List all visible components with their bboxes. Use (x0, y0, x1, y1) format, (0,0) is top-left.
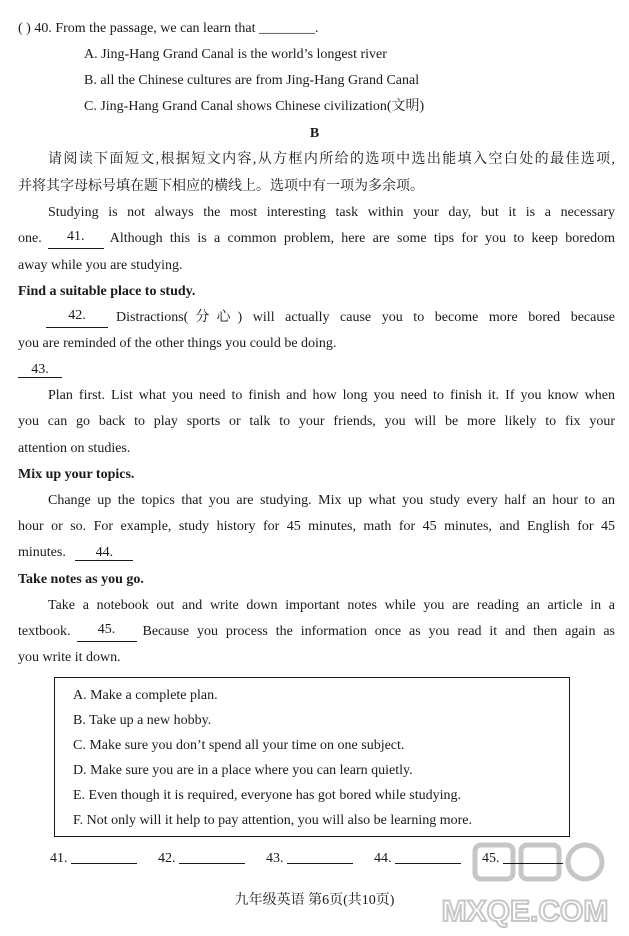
answer-42-line[interactable] (179, 863, 245, 864)
p1-line-2-start: one. (18, 231, 42, 246)
choice-d: D. Make sure you are in a place where you can learn quietly. (73, 763, 413, 778)
answer-42-label: 42. (158, 851, 176, 866)
heading-mix-topics: Mix up your topics. (18, 467, 135, 482)
blank-42: 42. (46, 308, 108, 328)
p5-line-2-start: textbook. (18, 624, 71, 639)
section-label: B (309, 126, 320, 141)
p5-line-1: Take a notebook out and write down important notes while you are reading an article in a (48, 598, 615, 613)
p3-line-3: attention on studies. (18, 441, 131, 456)
answer-43-label: 43. (266, 851, 284, 866)
blank-45: 45. (77, 622, 137, 642)
p3-line-2: you can go back to play sports or talk to your friends, you will be more likely to fix your (18, 414, 615, 429)
choice-a: A. Make a complete plan. (73, 688, 218, 703)
p5-line-2-end: Because you process the information once as you read it and then again as (142, 624, 615, 639)
choice-f: F. Not only will it help to pay attention, you will also be learning more. (73, 813, 472, 828)
p4-line-1: Change up the topics that you are studying. Mix up what you study every half an hour to an (48, 493, 615, 508)
blank-44: 44. (75, 545, 133, 561)
p4-line-3-start: minutes. (18, 545, 66, 560)
p5-line-3: you write it down. (18, 650, 121, 665)
p4-line-2: hour or so. For example, study history for 45 minutes, math for 45 minutes, and English for 45 (18, 519, 615, 534)
heading-find-place: Find a suitable place to study. (18, 284, 196, 299)
q40-option-c: C. Jing-Hang Grand Canal shows Chinese civilization(文明) (84, 99, 425, 114)
page-footer: 九年级英语 第6页(共10页) (234, 893, 395, 908)
choice-e: E. Even though it is required, everyone has got bored while studying. (73, 788, 462, 803)
answer-41[interactable] (50, 849, 137, 869)
answer-45-label: 45. (482, 851, 500, 866)
answer-44[interactable] (374, 849, 461, 869)
choice-c: C. Make sure you don’t spend all your time on one subject. (73, 738, 405, 753)
blank-43-line (18, 360, 615, 380)
answer-41-line[interactable] (71, 863, 137, 864)
answer-44-label: 44. (374, 851, 392, 866)
p2-line-2: you are reminded of the other things you could be doing. (18, 336, 337, 351)
q40-option-b: B. all the Chinese cultures are from Jing-Hang Grand Canal (84, 73, 420, 88)
answer-45[interactable] (482, 849, 563, 869)
answer-42[interactable] (158, 849, 245, 869)
answer-44-line[interactable] (395, 863, 461, 864)
p1-line-3: away while you are studying. (18, 258, 183, 273)
heading-take-notes: Take notes as you go. (18, 572, 144, 587)
p2-line-1 (18, 308, 615, 328)
answer-41-label: 41. (50, 851, 68, 866)
q40-stem: ( ) 40. From the passage, we can learn that ________. (18, 21, 319, 36)
p5-line-2 (18, 622, 615, 642)
instruction-line-1: 请阅读下面短文,根据短文内容,从方框内所给的选项中选出能填入空白处的最佳选项, (48, 152, 615, 167)
blank-41: 41. (48, 229, 104, 249)
answer-45-line[interactable] (503, 863, 563, 864)
blank-43: 43. (18, 362, 62, 378)
p3-line-1: Plan first. List what you need to finish and how long you need to finish it. If you know when (48, 388, 615, 403)
instruction-line-2: 并将其字母标号填在题下相应的横线上。选项中有一项为多余项。 (18, 179, 424, 194)
p1-line-2-end: Although this is a common problem, here are some tips for you to keep boredom (109, 231, 615, 246)
answer-43[interactable] (266, 849, 353, 869)
p4-line-3 (18, 543, 615, 563)
p1-line-1: Studying is not always the most interesting task within your day, but it is a necessary (48, 205, 615, 220)
p1-line-2 (18, 229, 615, 249)
options-box (54, 677, 570, 837)
choice-b: B. Take up a new hobby. (73, 713, 212, 728)
q40-option-a: A. Jing-Hang Grand Canal is the world’s longest river (84, 47, 387, 62)
p2-line-1-text: Distractions(分心) will actually cause you to become more bored because (116, 310, 615, 325)
watermark-text: MXQE.COM (441, 895, 609, 928)
answer-43-line[interactable] (287, 863, 353, 864)
